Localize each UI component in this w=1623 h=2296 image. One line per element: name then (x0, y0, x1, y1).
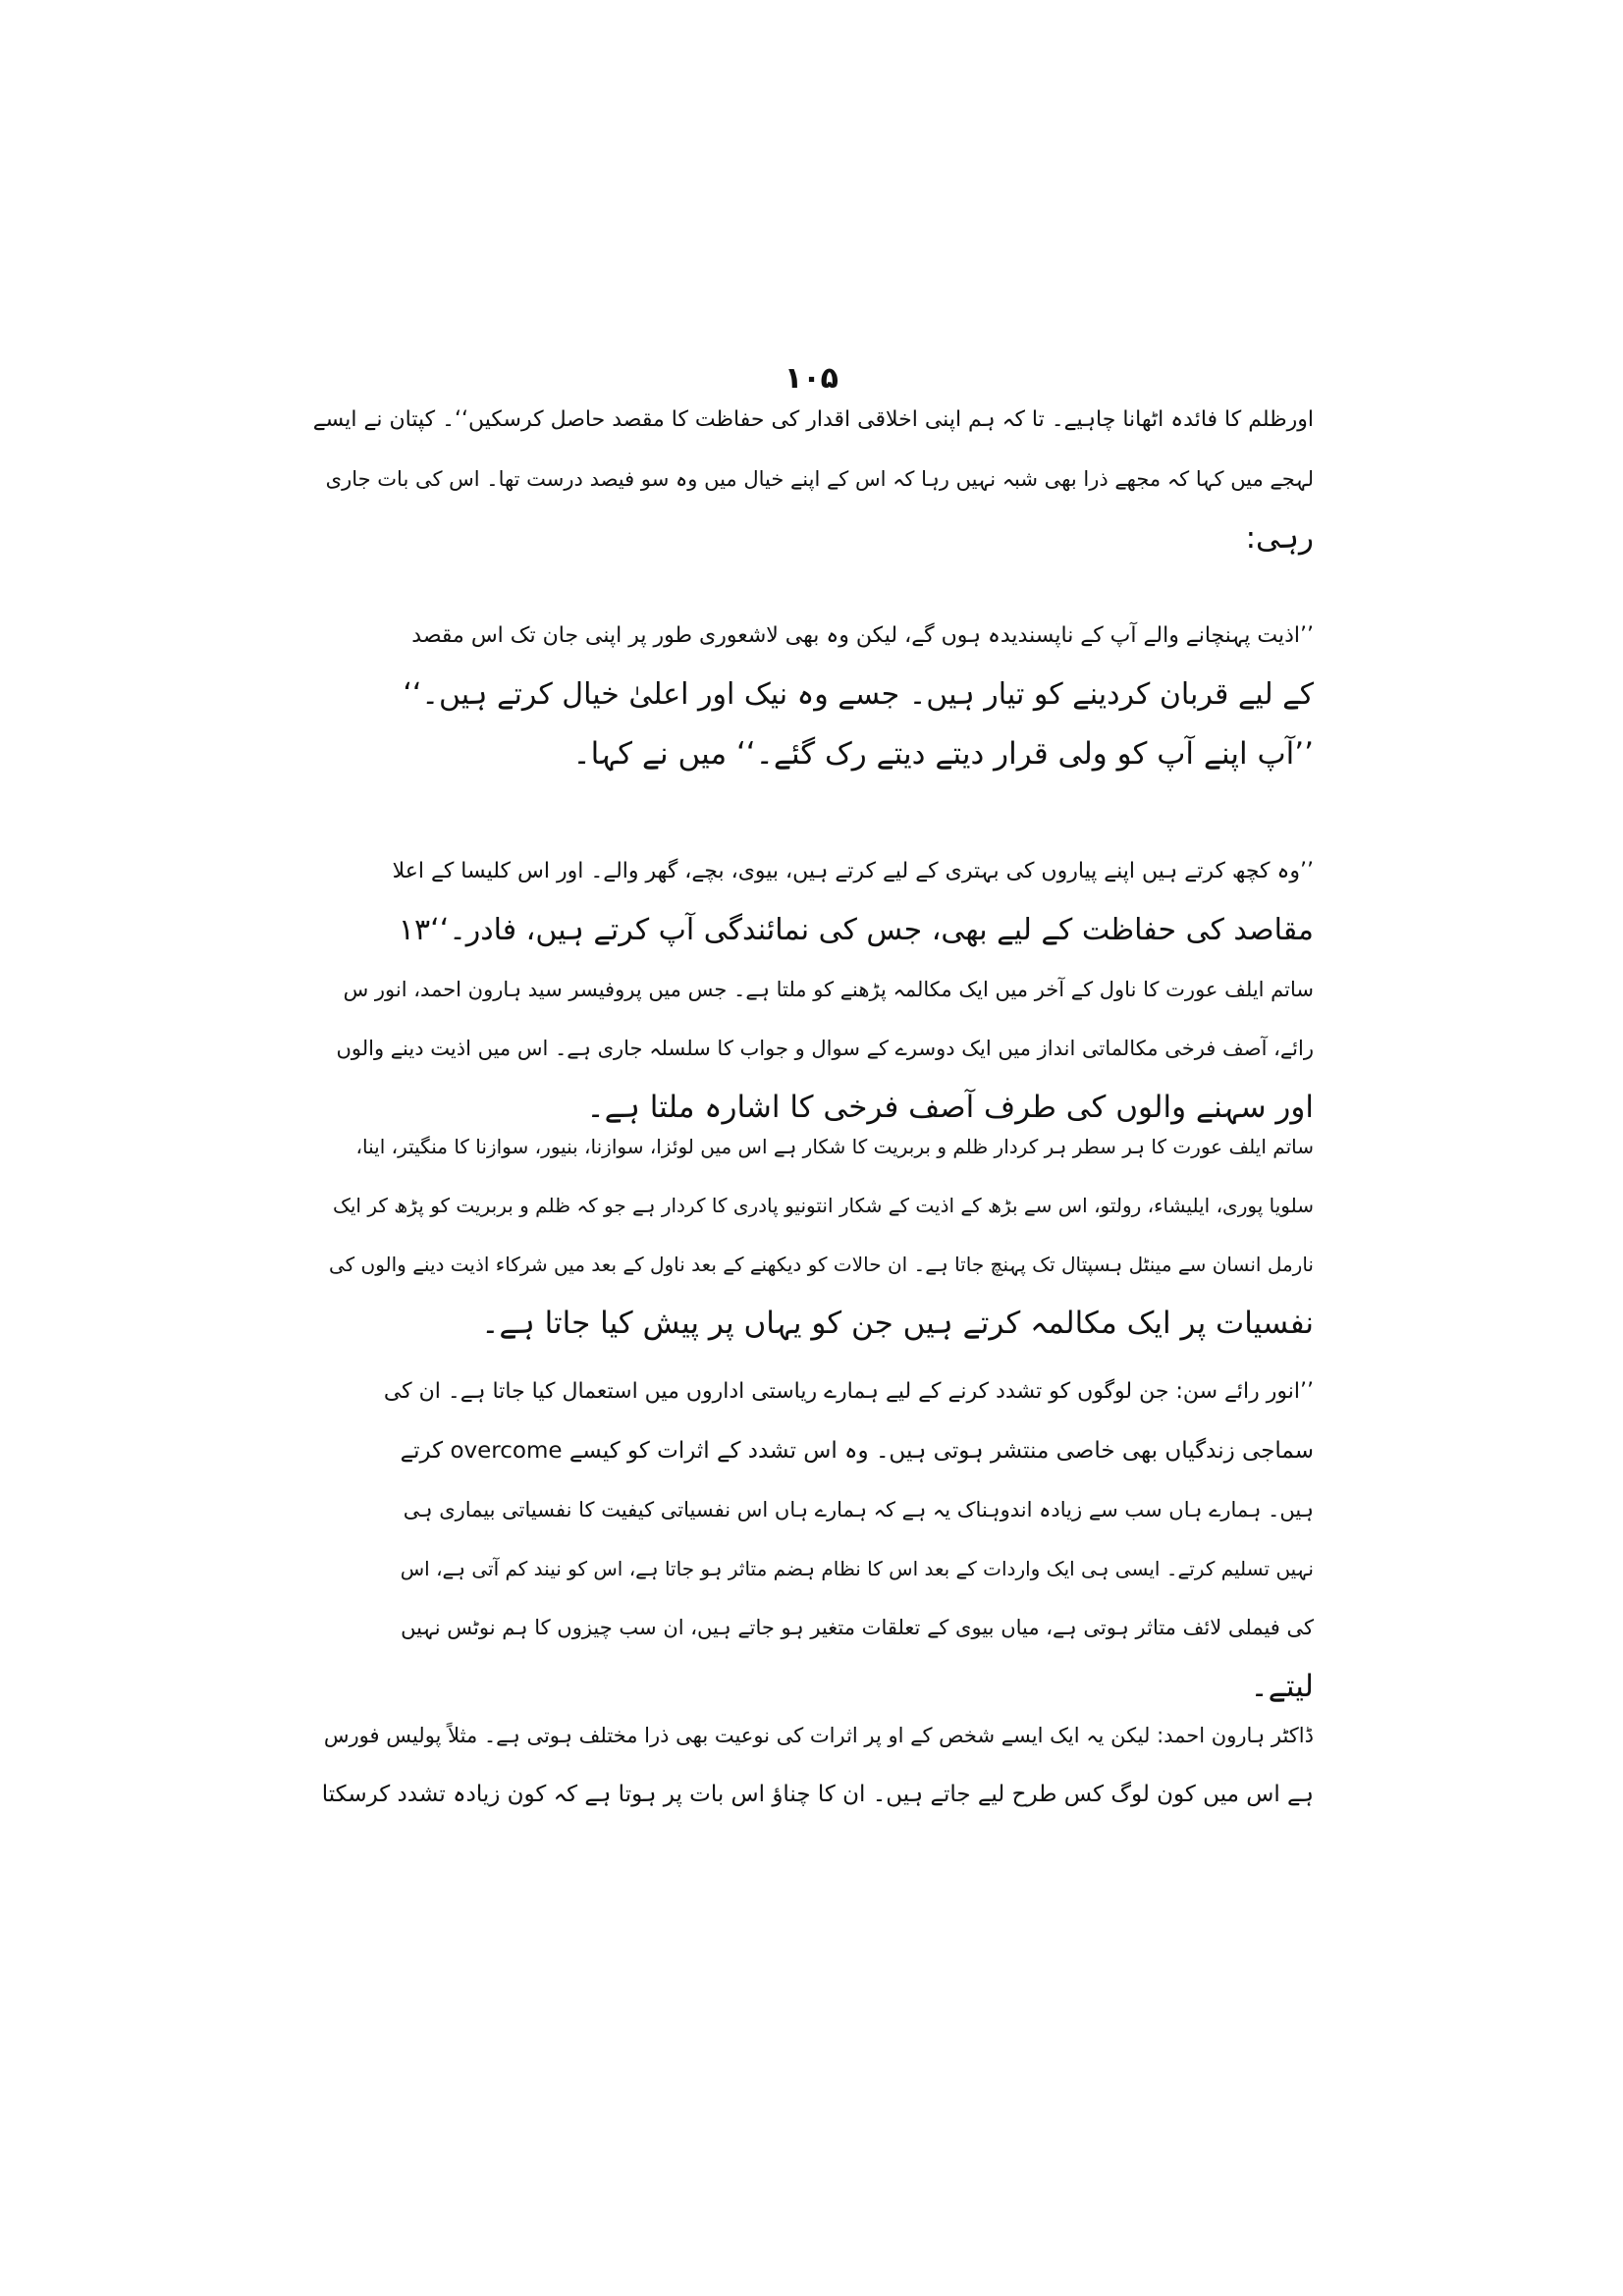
text-line: سماجی زندگیاں بھی خاصی منتشر ہوتی ہیں۔ وہ اس تشدد کے اثرات کو کیسے overcome کرتے (400, 1438, 1314, 1464)
text-line: کے لیے قربان کردینے کو تیار ہیں۔ جسے وہ نیک اور اعلیٰ خیال کرتے ہیں۔‘‘ (403, 677, 1314, 712)
text-line: اورظلم کا فائدہ اٹھانا چاہیے۔ تا کہ ہم اپنی اخلاقی اقدار کی حفاظت کا مقصد حاصل کرسکیں‘‘۔ کپتان نے ایسے (312, 407, 1314, 432)
text-line: مقاصد کی حفاظت کے لیے بھی، جس کی نمائندگی آپ کرتے ہیں، فادر۔‘‘۱۳ (398, 913, 1314, 947)
page-number: ۱۰۵ (784, 361, 839, 396)
text-line: کی فیملی لائف متاثر ہوتی ہے، میاں بیوی کے تعلقات متغیر ہو جاتے ہیں، ان سب چیزوں کا ہم نوٹس نہیں (401, 1616, 1314, 1639)
quote-saint (381, 724, 1314, 783)
paragraph-characters (312, 1117, 1314, 1353)
text-line: ہے اس میں کون لوگ کس طرح لیے جاتے ہیں۔ ان کا چناؤ اس بات پر ہوتا ہے کہ کون زیادہ تشدد کرسکتا (321, 1782, 1314, 1807)
text-line: ڈاکٹر ہارون احمد: لیکن یہ ایک ایسے شخص کے او پر اثرات کی نوعیت بھی ذرا مختلف ہوتی ہے۔ مثلاً پولیس فورس (323, 1724, 1314, 1747)
text-line: رہی: (1245, 520, 1314, 556)
quote-anwar-rai (381, 1362, 1314, 1716)
text-line: ’’اذیت پہنچانے والے آپ کے ناپسندیدہ ہوں گے، لیکن وہ بھی لاشعوری طور پر اپنی جان تک اس مقصد (411, 623, 1314, 648)
text-line: نفسیات پر ایک مکالمہ کرتے ہیں جن کو یہاں پر پیش کیا جاتا ہے۔ (481, 1306, 1314, 1341)
paragraph-narration-captain (312, 391, 1314, 567)
text-line: ’’انور رائے سن: جن لوگوں کو تشدد کرنے کے لیے ہمارے ریاستی اداروں میں استعمال کیا جاتا ہے۔ ان کی (383, 1379, 1314, 1404)
text-line: رائے، آصف فرخی مکالماتی انداز میں ایک دوسرے کے سوال و جواب کا سلسلہ جاری ہے۔ اس میں اذیت دینے والوں (336, 1037, 1314, 1060)
text-line: ’’آپ اپنے آپ کو ولی قرار دیتے دیتے رک گئے۔‘‘ میں نے کہا۔ (572, 736, 1314, 772)
text-line: لہجے میں کہا کہ مجھے ذرا بھی شبہ نہیں رہا کہ اس کے اپنے خیال میں وہ سو فیصد درست تھا۔ اس کی بات جاری (325, 467, 1314, 491)
text-line: ساتم ایلف عورت کا ہر سطر ہر کردار ظلم و بربریت کا شکار ہے اس میں لوئزا، سوازنا، بنیور، سوازنا کا منگیتر، اینا، (355, 1135, 1314, 1158)
text-line: ساتم ایلف عورت کا ناول کے آخر میں ایک مکالمہ پڑھنے کو ملتا ہے۔ جس میں پروفیسر سید ہارون احمد، انور س (343, 978, 1314, 1001)
paragraph-dr-haroon (312, 1706, 1314, 1824)
quote-torturers (381, 607, 1314, 724)
text-line: لیتے۔ (1250, 1669, 1314, 1704)
text-line: ہیں۔ ہمارے ہاں سب سے زیادہ اندوہناک یہ ہے کہ ہمارے ہاں اس نفسیاتی کیفیت کا نفسیاتی بیماری ہی (403, 1498, 1314, 1522)
text-line: نہیں تسلیم کرتے۔ ایسی ہی ایک واردات کے بعد اس کا نظام ہضم متاثر ہو جاتا ہے، اس کو نیند کم آتی ہے، اس (400, 1557, 1314, 1580)
text-line: سلویا پوری، ایلیشاء، رولتو، اس سے بڑھ کے اذیت کے شکار انتونیو پادری کا کردار ہے جو کہ ظلم و بربریت کو پڑھ کر ایک (332, 1194, 1314, 1217)
text-line: ’’وہ کچھ کرتے ہیں اپنے پیاروں کی بہتری کے لیے کرتے ہیں، بیوی، بچے، گھر والے۔ اور اس کلیسا کے اعلا (392, 859, 1314, 883)
quote-father (381, 842, 1314, 960)
text-line: نارمل انسان سے مینٹل ہسپتال تک پہنچ جاتا ہے۔ ان حالات کو دیکھنے کے بعد ناول کے بعد میں شرکاء اذیت دینے والوں کی (328, 1253, 1314, 1276)
paragraph-dialogue-intro (312, 960, 1314, 1137)
text-line: اور سہنے والوں کی طرف آصف فرخی کا اشارہ ملتا ہے۔ (586, 1090, 1314, 1125)
